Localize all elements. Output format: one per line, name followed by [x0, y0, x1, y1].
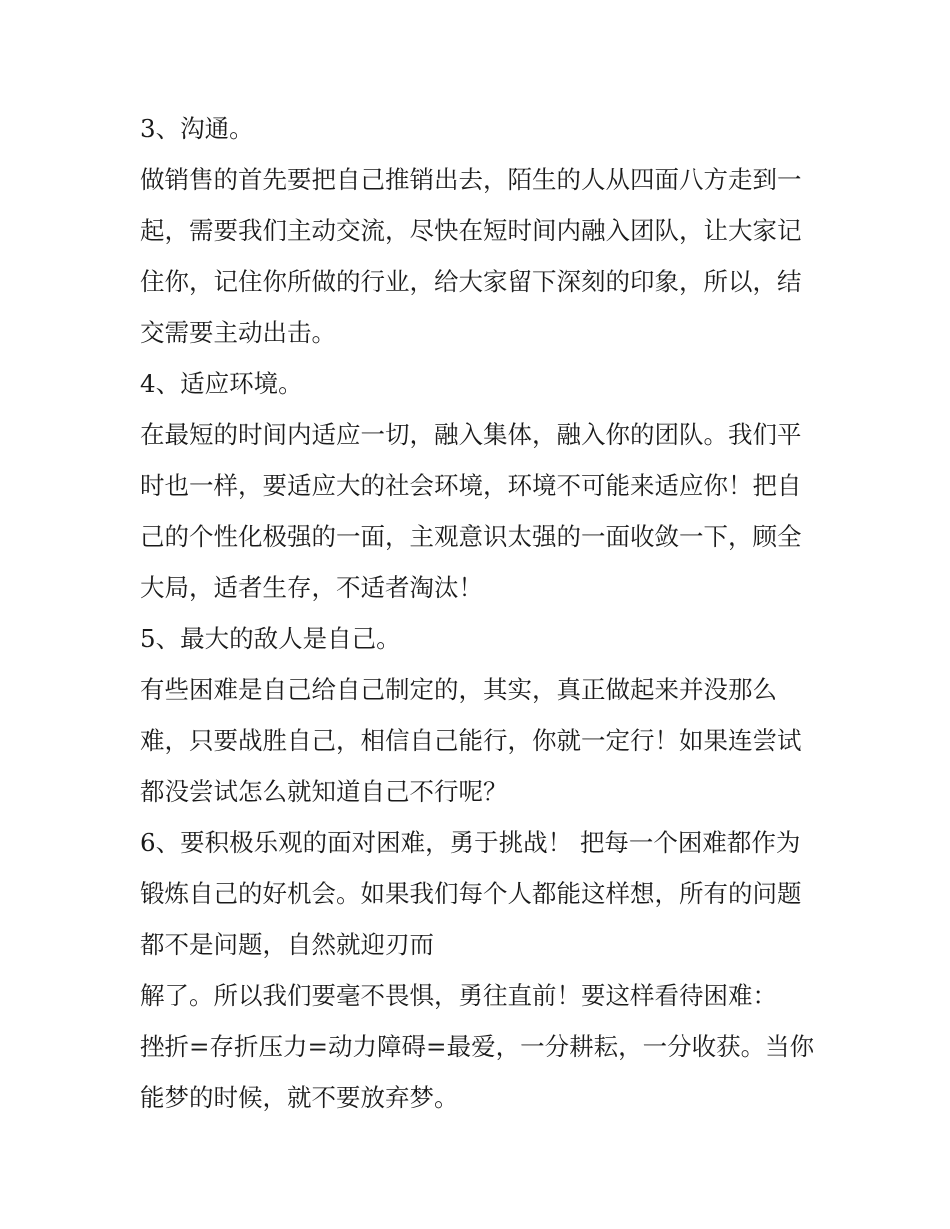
paragraph-line: 挫折=存折压力=动力障碍=最爱，一分耕耘，一分收获。当你	[140, 1032, 815, 1061]
paragraph-line: 时也一样，要适应大的社会环境，环境不可能来适应你！把自	[140, 471, 802, 500]
paragraph-line: 难，只要战胜自己，相信自己能行，你就一定行！如果连尝试	[140, 726, 802, 755]
paragraph-line: 在最短的时间内适应一切，融入集体，融入你的团队。我们平	[140, 420, 802, 449]
paragraph-line: 交需要主动出击。	[140, 318, 336, 347]
paragraph-line: 锻炼自己的好机会。如果我们每个人都能这样想，所有的问题	[140, 879, 802, 908]
heading-5-greatest-enemy: 5、最大的敌人是自己。	[140, 624, 401, 653]
paragraph-line: 能梦的时候，就不要放弃梦。	[140, 1083, 459, 1112]
paragraph-line: 有些困难是自己给自己制定的，其实，真正做起来并没那么	[140, 675, 777, 704]
paragraph-line: 解了。所以我们要毫不畏惧，勇往直前！要这样看待困难：	[140, 981, 777, 1010]
document-body	[140, 103, 815, 1123]
paragraph-line: 都没尝试怎么就知道自己不行呢？	[140, 777, 508, 806]
paragraph-line: 己的个性化极强的一面，主观意识太强的一面收敛一下，顾全	[140, 522, 802, 551]
paragraph-line: 都不是问题，自然就迎刃而	[140, 930, 434, 959]
heading-3-communication: 3、沟通。	[140, 114, 254, 143]
paragraph-line: 做销售的首先要把自己推销出去，陌生的人从四面八方走到一	[140, 165, 802, 194]
paragraph-line: 起，需要我们主动交流，尽快在短时间内融入团队，让大家记	[140, 216, 802, 245]
paragraph-line: 住你，记住你所做的行业，给大家留下深刻的印象，所以，结	[140, 267, 802, 296]
heading-6-face-difficulties: 6、要积极乐观的面对困难，勇于挑战！ 把每一个困难都作为	[140, 828, 801, 857]
heading-4-adapt-environment: 4、适应环境。	[140, 369, 303, 398]
paragraph-line: 大局，适者生存，不适者淘汰！	[140, 573, 483, 602]
